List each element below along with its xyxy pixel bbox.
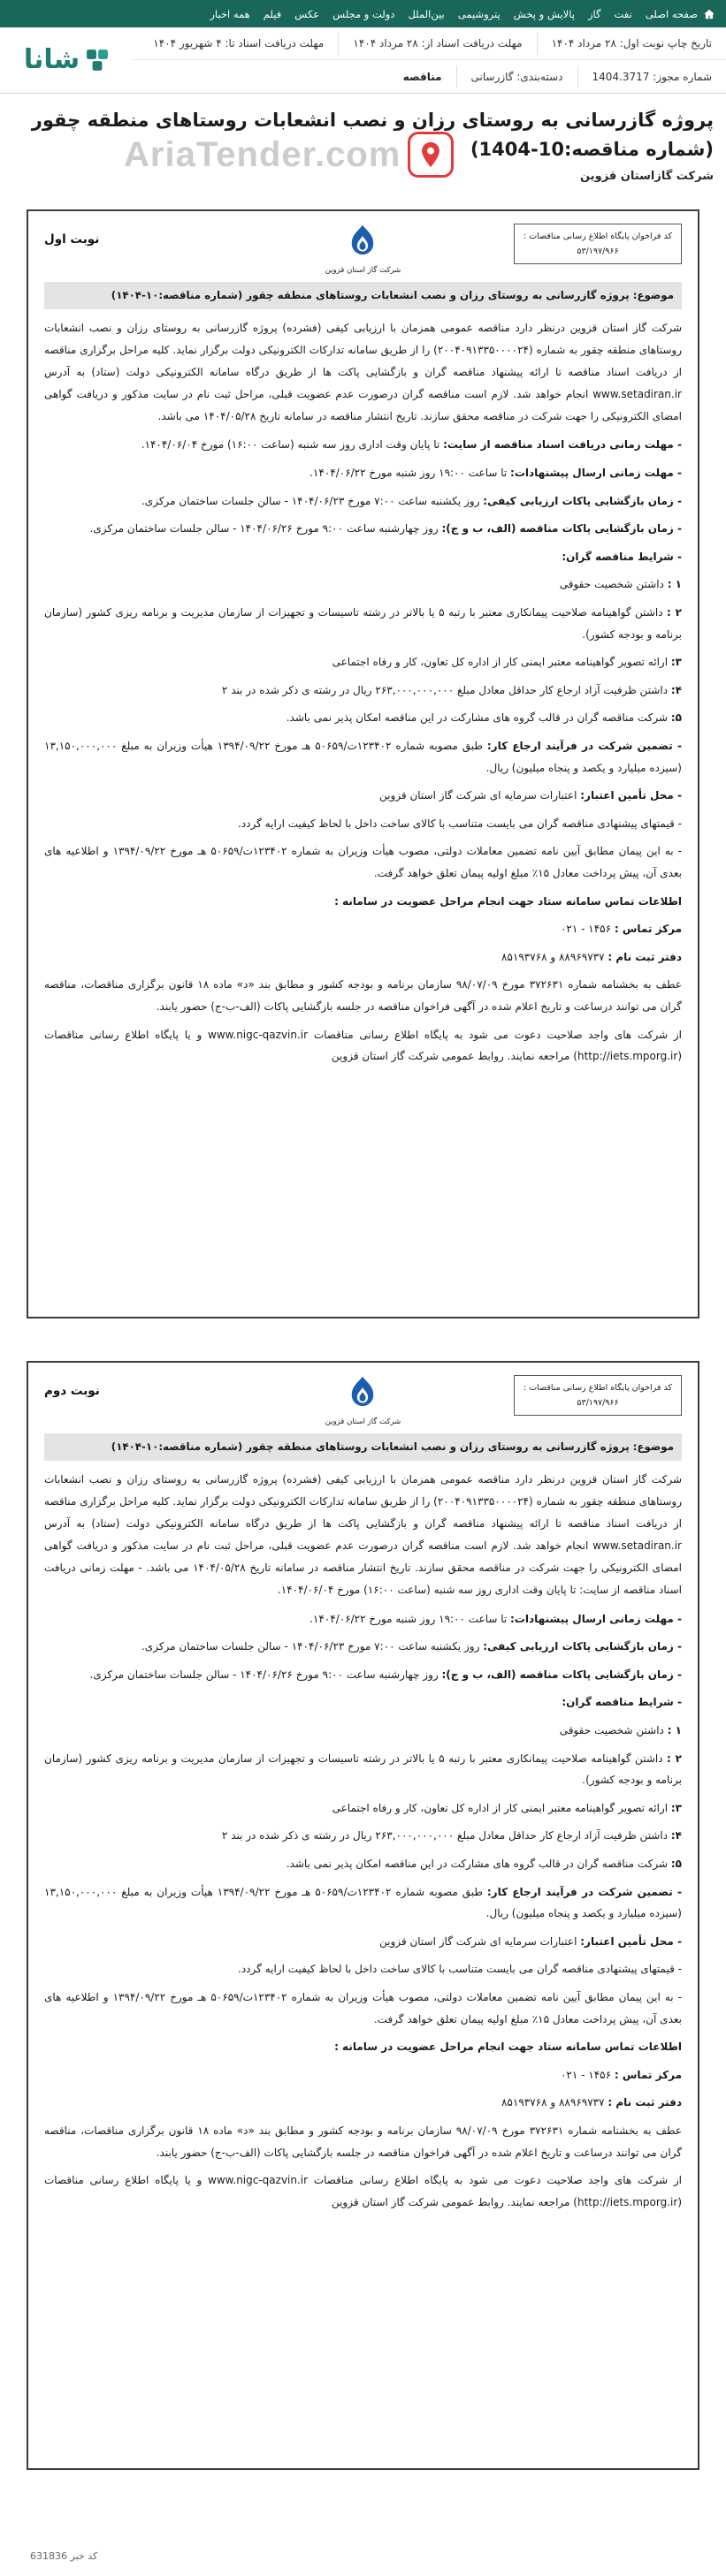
notice-item: دفتر ثبت نام : ۸۸۹۶۹۷۳۷ و ۸۵۱۹۳۷۶۸	[501, 2096, 682, 2109]
news-code: کد خبر 631836	[30, 2550, 98, 2562]
notice-item: ۵: شرکت مناقصه گران در قالب گروه های مشارکت در این مناقصه امکان پذیر نمی باشد.	[286, 1857, 682, 1870]
notice-item: از شرکت های واجد صلاحیت دعوت می شود به پایگاه اطلاع رسانی مناقصات www.nigc-qazvin.ir و یا پایگاه اطلاع رسانی مناقصات (http://iets.mporg.ir) مراجعه نمایند. روابط عمومی شرکت گاز استان قزوین	[44, 2174, 683, 2208]
call-code-label: کد فراخوان پایگاه اطلاع رسانی مناقصات :	[523, 232, 672, 242]
notice-item: - به این پیمان مطابق آیین نامه تضمین معاملات دولتی، مصوب هیأت وزیران به شماره ۱۲۳۴۰۲ت/۵۰۶۵۹ هـ مورخ ۱۳۹۴/۰۹/۲۲ و اطلاعیه های بعدی آن، پیش پرداخت معادل ۱۵٪ مبلغ اولیه پیمان تعلق خواهد گرفت.	[44, 1990, 682, 2025]
call-code-box	[514, 1375, 682, 1416]
notice-item: - شرایط مناقصه گران:	[562, 1696, 682, 1709]
nav-item[interactable]: بین‌الملل	[408, 7, 445, 20]
notice-item: ۳: ارائه تصویر گواهینامه معتبر ایمنی کار از اداره کل تعاون، کار و رفاه اجتماعی	[332, 1801, 682, 1814]
notice-item: ۱ : داشتن شخصیت حقوقی	[559, 578, 682, 591]
notice-item: - زمان بازگشایی پاکات ارزیابی کیفی: روز یکشنبه ساعت ۷:۰۰ مورخ ۱۴۰۴/۰۶/۲۳ - سالن جلسات ساختمان مرکزی.	[141, 1640, 682, 1653]
call-code-label: کد فراخوان پایگاه اطلاع رسانی مناقصات :	[523, 1383, 672, 1394]
nigc-company-name: شرکت گاز استان قزوین	[325, 266, 401, 276]
notice-head-left	[44, 224, 325, 247]
nav-item[interactable]: فیلم	[263, 7, 282, 20]
meta-cell: مهلت دریافت اسناد از: ۲۸ مرداد ۱۴۰۴	[338, 32, 536, 55]
page-title: پروژه گازرسانی به روستای رزان و نصب انشعابات روستاهای منطقه چقور (شماره مناقصه:10-1404)	[31, 110, 714, 160]
nav-item[interactable]: صفحه اصلی	[645, 7, 698, 20]
notice-item: - محل تأمین اعتبار: اعتبارات سرمایه ای شرکت گاز استان قزوین	[379, 789, 682, 802]
notice-item: مرکز تماس : ۱۴۵۶ - ۰۲۱	[560, 2068, 682, 2081]
notice-body: شرکت گاز استان قزوین درنظر دارد مناقصه عمومی همزمان با ارزیابی کیفی (فشرده) پروژه گازرسانی به روستای رزان و نصب انشعابات روستاهای منطقه چقور به شماره (۲۰۰۴۰۹۱۳۳۵۰۰۰۰۲۴) را از طریق سامانه تدارکات الکترونیکی دولت برگزار نماید. کلیه مراحل برگزاری مناقصه از دریافت اسناد مناقصه تا ارائه پیشنهاد مناقصه گران و بازگشایی پاکت ها از طریق درگاه سامانه الکترونیکی دولت (ستاد) به آدرس www.setadiran.ir انجام خواهد شد. لازم است مناقصه گران درصورت عدم عضویت قبلی، مراحل ثبت نام در سایت مذکور و دریافت گواهی امضای الکترونیکی را جهت شرکت در مناقصه محقق سازند. تاریخ انتشار مناقصه در سامانه تاریخ ۱۴۰۴/۰۵/۲۸ می باشد. - مهلت زمانی دریافت اسناد مناقصه از سایت: تا پایان وقت اداری روز سه شنبه (ساعت ۱۶:۰۰) مورخ ۱۴۰۴/۰۶/۰۴.	[44, 1472, 682, 1597]
notice-item: - تضمین شرکت در فرآیند ارجاع کار: طبق مصوبه شماره ۱۲۳۴۰۲ت/۵۰۶۵۹ هـ مورخ ۱۳۹۴/۰۹/۲۲ هیأت وزیران به مبلغ ۱۳,۱۵۰,۰۰۰,۰۰۰ (سیزده میلیارد و یکصد و پنجاه میلیون) ریال.	[44, 1885, 682, 1920]
notice-head-left	[44, 1375, 325, 1398]
notice-head-right	[401, 1375, 682, 1416]
call-code-box	[514, 224, 682, 264]
notice-item: عطف به بخشنامه شماره ۳۷۲۶۳۱ مورخ ۹۸/۰۷/۰۹ سازمان برنامه و بودجه کشور و مطابق بند «د» ماده ۱۸ قانون برگزاری مناقصات، مناقصه گران می توانند درساعت و تاریخ اعلام شده در آگهی فراخوان مناقصه در جلسه بازگشایی پاکات (الف-ب-ج) حضور یابند.	[44, 2124, 683, 2159]
page-company: شرکت گازاستان قزوین	[580, 170, 714, 184]
nav-item[interactable]: پتروشیمی	[457, 7, 501, 20]
notice-item: مرکز تماس : ۱۴۵۶ - ۰۲۱	[560, 923, 682, 936]
nav-item[interactable]: پالایش و پخش	[513, 7, 575, 20]
notice-second-edition	[27, 1361, 699, 2470]
top-nav	[0, 0, 726, 27]
notice-item: دفتر ثبت نام : ۸۸۹۶۹۷۳۷ و ۸۵۱۹۳۷۶۸	[501, 950, 682, 963]
call-code-value: ۵۳/۱۹۷/۹۶۶	[577, 1398, 619, 1409]
nigc-company-name: شرکت گاز استان قزوین	[325, 1417, 401, 1427]
notice-item: - محل تأمین اعتبار: اعتبارات سرمایه ای شرکت گاز استان قزوین	[379, 1934, 682, 1948]
nav-item[interactable]: عکس	[294, 7, 320, 20]
notice-item: ۴: داشتن ظرفیت آزاد ارجاع کار حداقل معادل مبلغ ۲۶۳,۰۰۰,۰۰۰,۰۰۰ ریال در رشته ی ذکر شده در بند ۲	[221, 1829, 682, 1843]
call-code-value: ۵۳/۱۹۷/۹۶۶	[577, 247, 619, 257]
notice-item: ۲ : داشتن گواهینامه صلاحیت پیمانکاری معتبر با رتبه ۵ یا بالاتر در رشته تاسیسات و تجهیزات از سازمان مدیریت و برنامه ریزی کشور (سازمان برنامه و بودجه کشور).	[44, 606, 682, 641]
nigc-logo-block	[325, 224, 401, 275]
nav-item[interactable]: دولت و مجلس	[332, 7, 395, 20]
notice-item: - تضمین شرکت در فرآیند ارجاع کار: طبق مصوبه شماره ۱۲۳۴۰۲ت/۵۰۶۵۹ هـ مورخ ۱۳۹۴/۰۹/۲۲ هیأت وزیران به مبلغ ۱۳,۱۵۰,۰۰۰,۰۰۰ (سیزده میلیارد و یکصد و پنجاه میلیون) ریال.	[44, 739, 682, 774]
site-header	[0, 27, 726, 94]
notice-items	[44, 434, 682, 1067]
notice-body: شرکت گاز استان قزوین درنظر دارد مناقصه عمومی همزمان با ارزیابی کیفی (فشرده) پروژه گازرسانی به روستای رزان و نصب انشعابات روستاهای منطقه چقور به شماره (۲۰۰۴۰۹۱۳۳۵۰۰۰۰۲۴) را از طریق سامانه تدارکات الکترونیکی دولت برگزار نماید. کلیه مراحل برگزاری مناقصه از دریافت اسناد مناقصه تا ارائه پیشنهاد مناقصه گران و بازگشایی پاکت ها از طریق درگاه سامانه الکترونیکی دولت (ستاد) به آدرس www.setadiran.ir انجام خواهد شد. لازم است مناقصه گران درصورت عدم عضویت قبلی، مراحل ثبت نام در سایت مذکور و دریافت گواهی امضای الکترونیکی را جهت شرکت در مناقصه محقق سازند. تاریخ انتشار مناقصه در سامانه تاریخ ۱۴۰۴/۰۵/۲۸ می باشد.	[44, 321, 682, 423]
notice-item: اطلاعات تماس سامانه ستاد جهت انجام مراحل عضویت در سامانه :	[334, 894, 682, 908]
notice-item: - قیمتهای پیشنهادی مناقصه گران می بایست متناسب با کالای ساخت داخل با لحاظ کیفیت ارایه گردد.	[238, 817, 682, 830]
shana-logo[interactable]	[23, 44, 109, 75]
notice-item: - قیمتهای پیشنهادی مناقصه گران می بایست متناسب با کالای ساخت داخل با لحاظ کیفیت ارایه گردد.	[238, 1963, 682, 1976]
edition-label: نوبت دوم	[43, 1384, 100, 1399]
notice-items	[44, 1608, 682, 2214]
meta-row-dates	[133, 27, 726, 60]
watermark-text: AriaTender.com	[124, 134, 401, 174]
meta-cell: تاریخ چاپ نوبت اول: ۲۸ مرداد ۱۴۰۴	[537, 32, 726, 55]
notice-item: - شرایط مناقصه گران:	[562, 550, 682, 563]
notice-item: ۴: داشتن ظرفیت آزاد ارجاع کار حداقل معادل مبلغ ۲۶۳,۰۰۰,۰۰۰,۰۰۰ ریال در رشته ی ذکر شده در بند ۲	[221, 683, 682, 696]
meta-cell: مهلت دریافت اسناد تا: ۴ شهریور ۱۴۰۴	[153, 37, 325, 49]
notice-first-edition	[27, 209, 699, 1318]
title-block	[0, 94, 726, 192]
nav-item[interactable]: گاز	[587, 7, 601, 20]
shana-logo-text: شانا	[23, 44, 80, 75]
edition-label: نوبت اول	[43, 232, 100, 247]
nigc-logo-block	[325, 1375, 401, 1426]
tender-meta	[133, 27, 726, 93]
meta-row-license	[133, 60, 726, 93]
notice-item: از شرکت های واجد صلاحیت دعوت می شود به پایگاه اطلاع رسانی مناقصات www.nigc-qazvin.ir و یا پایگاه اطلاع رسانی مناقصات (http://iets.mporg.ir) مراجعه نمایند. روابط عمومی شرکت گاز استان قزوین	[44, 1028, 683, 1063]
nav-item[interactable]: نفت	[614, 7, 632, 20]
notice-head	[44, 224, 682, 275]
nav-item[interactable]: همه اخبار	[210, 7, 250, 20]
notice-item: - زمان بازگشایی پاکات مناقصه (الف، ب و ج): روز چهارشنبه ساعت ۹:۰۰ مورخ ۱۴۰۴/۰۶/۲۶ - سالن جلسات ساختمان مرکزی.	[89, 1668, 682, 1681]
nav-menu	[210, 8, 698, 20]
logo-zone	[0, 27, 133, 93]
notice-head-right	[401, 224, 682, 264]
notice-item: ۳: ارائه تصویر گواهینامه معتبر ایمنی کار از اداره کل تعاون، کار و رفاه اجتماعی	[332, 656, 682, 669]
meta-cell: دسته‌بندی: گازرسانی	[456, 65, 577, 88]
home-icon[interactable]	[703, 8, 715, 20]
notice-item: - مهلت زمانی ارسال پیشنهادات: تا ساعت ۱۹:۰۰ روز شنبه مورخ ۱۴۰۴/۰۶/۲۲.	[310, 1612, 682, 1625]
meta-cell: شماره مجوز: 1404.3717	[577, 65, 726, 88]
notice-subject: موضوع: پروژه گازرسانی به روستای رزان و نصب انشعابات روستاهای منطقه چقور (شماره مناقصه:۱۰-۱۴۰۴)	[44, 282, 682, 308]
nigc-flame-logo	[344, 1375, 381, 1412]
notice-subject: موضوع: پروژه گازرسانی به روستای رزان و نصب انشعابات روستاهای منطقه چقور (شماره مناقصه:۱۰-۱۴۰۴)	[44, 1433, 682, 1460]
notice-item: - زمان بازگشایی پاکات مناقصه (الف، ب و ج): روز چهارشنبه ساعت ۹:۰۰ مورخ ۱۴۰۴/۰۶/۲۶ - سالن جلسات ساختمان مرکزی.	[89, 522, 682, 536]
notice-head	[44, 1375, 682, 1426]
notice-item: ۵: شرکت مناقصه گران در قالب گروه های مشارکت در این مناقصه امکان پذیر نمی باشد.	[286, 711, 682, 725]
nigc-flame-logo	[344, 224, 381, 261]
notice-item: - به این پیمان مطابق آیین نامه تضمین معاملات دولتی، مصوب هیأت وزیران به شماره ۱۲۳۴۰۲ت/۵۰۶۵۹ هـ مورخ ۱۳۹۴/۰۹/۲۲ و اطلاعیه های بعدی آن، پیش پرداخت معادل ۱۵٪ مبلغ اولیه پیمان تعلق خواهد گرفت.	[44, 845, 682, 879]
notice-item: ۲ : داشتن گواهینامه صلاحیت پیمانکاری معتبر با رتبه ۵ یا بالاتر در رشته تاسیسات و تجهیزات از سازمان مدیریت و برنامه ریزی کشور (سازمان برنامه و بودجه کشور).	[44, 1752, 682, 1787]
notice-item: - مهلت زمانی دریافت اسناد مناقصه از سایت: تا پایان وقت اداری روز سه شنبه (ساعت ۱۶:۰۰) مورخ ۱۴۰۴/۰۶/۰۴.	[141, 438, 682, 452]
notice-item: عطف به بخشنامه شماره ۳۷۲۶۳۱ مورخ ۹۸/۰۷/۰۹ سازمان برنامه و بودجه کشور و مطابق بند «د» ماده ۱۸ قانون برگزاری مناقصات، مناقصه گران می توانند درساعت و تاریخ اعلام شده در آگهی فراخوان مناقصه در جلسه بازگشایی پاکات (الف-ب-ج) حضور یابند.	[44, 978, 683, 1013]
notice-item: - زمان بازگشایی پاکات ارزیابی کیفی: روز یکشنبه ساعت ۷:۰۰ مورخ ۱۴۰۴/۰۶/۲۳ - سالن جلسات ساختمان مرکزی.	[141, 494, 682, 507]
notice-item: ۱ : داشتن شخصیت حقوقی	[559, 1724, 682, 1736]
shana-logo-mark	[86, 49, 109, 72]
notice-item: اطلاعات تماس سامانه ستاد جهت انجام مراحل عضویت در سامانه :	[334, 2040, 682, 2054]
meta-cell: مناقصه	[402, 70, 442, 83]
notice-item: - مهلت زمانی ارسال پیشنهادات: تا ساعت ۱۹:۰۰ روز شنبه مورخ ۱۴۰۴/۰۶/۲۲.	[310, 467, 682, 480]
